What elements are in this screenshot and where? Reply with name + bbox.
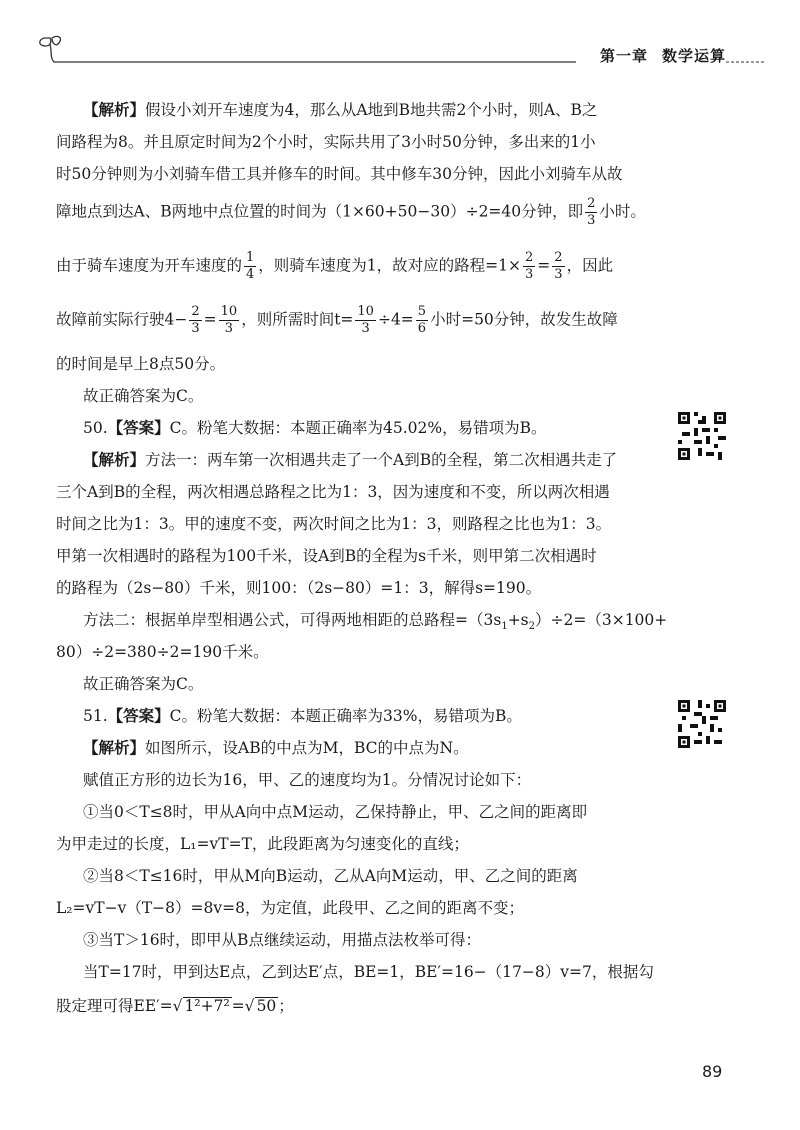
answer-tag: 【答案】 [107, 707, 170, 725]
text-span: 方法一：两车第一次相遇共走了一个A到B的全程，第二次相遇共走了 [145, 451, 618, 469]
text-span: 如图所示，设AB的中点为M，BC的中点为N。 [145, 739, 469, 757]
page-number: 89 [702, 1062, 723, 1081]
text-line [56, 386, 203, 406]
numerator: 5 [417, 304, 427, 319]
text-span: 赋值正方形的边长为16，甲、乙的速度均为1。分情况讨论如下： [83, 771, 532, 789]
analysis-tag: 【解析】 [83, 451, 146, 469]
section-label: 数学运算 [661, 47, 726, 65]
page-header [36, 32, 766, 72]
denominator: 3 [554, 267, 563, 282]
qr-code-icon[interactable] [678, 700, 726, 748]
qr-code-icon[interactable] [678, 412, 726, 460]
text-line [56, 164, 622, 184]
sqrt-radicand: 50 [256, 997, 277, 1015]
text-span: 假设小刘开车速度为4，那么从A地到B地共需2个小时，则A、B之 [145, 101, 598, 119]
text-span: = [203, 310, 217, 329]
text-line [56, 610, 667, 637]
text-span: ； [278, 997, 294, 1015]
question-51-answer [56, 706, 522, 726]
answer-line: 故正确答案为C。 [83, 675, 204, 693]
text-span: ，则所需时间t= [241, 310, 354, 329]
text-line [56, 100, 597, 120]
answer-line: 故正确答案为C。 [83, 387, 204, 405]
text-line [56, 738, 469, 758]
numerator: 2 [587, 196, 596, 211]
text-span: 当T=17时，甲到达E点，乙到达E′点，BE=1，BE′=16−（17−8）v=7，根据勾 [83, 963, 654, 981]
text-line [56, 304, 618, 337]
denominator: 3 [587, 213, 596, 228]
fraction [189, 304, 201, 337]
chapter-title [594, 45, 726, 66]
text-line [56, 962, 654, 982]
text-span: 80）÷2=380÷2=190千米。 [56, 643, 269, 661]
text-span: ③当T＞16时，即甲从B点继续运动，用描点法枚举可得： [83, 931, 481, 949]
denominator: 3 [224, 321, 234, 336]
denominator: 6 [417, 321, 427, 336]
text-span: L₂=vT−v（T−8）=8v=8，为定值，此段甲、乙之间的距离不变； [56, 899, 524, 917]
text-line [56, 866, 578, 886]
numerator: 1 [246, 250, 255, 265]
text-span: 为甲走过的长度，L₁=vT=T，此段距离为匀速变化的直线； [56, 835, 469, 853]
numerator: 2 [554, 250, 563, 265]
text-line [56, 674, 203, 694]
fraction [552, 250, 564, 283]
text-span: 由于骑车速度为开车速度的 [56, 256, 243, 275]
denominator: 4 [246, 267, 255, 282]
denominator: 3 [361, 321, 370, 336]
fraction [355, 304, 376, 337]
text-line [56, 930, 481, 950]
denominator: 3 [525, 267, 534, 282]
text-span: 股定理可得EE′= [56, 997, 173, 1015]
text-span: 时间之比为1：3。甲的速度不变，两次时间之比为1：3，则路程之比也为1：3。 [56, 515, 612, 533]
text-line [56, 642, 269, 662]
text-span: 间路程为8。并且原定时间为2个小时，实际共用了3小时50分钟，多出来的1小 [56, 133, 596, 151]
text-span: = [537, 256, 551, 275]
text-line [56, 482, 610, 502]
answer-tag: 【答案】 [107, 419, 170, 437]
text-span: ，则骑车速度为1，故对应的路程=1× [258, 256, 521, 275]
fraction [219, 304, 240, 337]
text-line [56, 834, 469, 854]
text-span: 障地点到达A、B两地中点位置的时间为（1×60+50−30）÷2=40分钟，即 [56, 202, 584, 221]
analysis-tag: 【解析】 [83, 101, 146, 119]
text-line [56, 250, 613, 283]
text-span: +s [507, 611, 529, 629]
text-line [56, 354, 225, 374]
text-span: ）÷2=（3×100+ [535, 611, 668, 629]
text-line [56, 546, 597, 566]
subscript: 2 [528, 621, 536, 633]
analysis-tag: 【解析】 [83, 739, 146, 757]
fraction [244, 250, 256, 283]
text-span: ，因此 [566, 256, 614, 275]
fraction [416, 304, 428, 337]
text-line [56, 196, 646, 229]
numerator: 10 [357, 304, 374, 319]
question-number: 50. [83, 419, 108, 437]
text-line [56, 132, 596, 152]
question-50-answer [56, 418, 547, 438]
text-span: ②当8＜T≤16时，甲从M向B运动，乙从A向M运动，甲、乙之间的距离 [83, 867, 578, 885]
text-span: 甲第一次相遇时的路程为100千米，设A到B的全程为s千米，则甲第二次相遇时 [56, 547, 597, 565]
fraction [585, 196, 597, 229]
denominator: 3 [191, 321, 200, 336]
text-span: ÷4= [377, 310, 414, 329]
numerator: 10 [220, 304, 238, 319]
question-number: 51. [83, 707, 108, 725]
chapter-label: 第一章 [599, 47, 648, 65]
text-span: 时50分钟则为小刘骑车借工具并修车的时间。其中修车30分钟，因此小刘骑车从故 [56, 165, 623, 183]
text-line: 股定理可得EE′=√ 1²+7² =√ 50 ； [56, 997, 294, 1015]
text-line [56, 450, 617, 470]
text-span: 故障前实际行驶4− [56, 310, 188, 329]
text-span: 的路程为（2s−80）千米，则100：（2s−80）=1：3，解得s=190。 [56, 579, 542, 597]
text-span: 小时=50分钟，故发生故障 [430, 310, 618, 329]
text-span: ①当0＜T≤8时，甲从A向中点M运动，乙保持静止，甲、乙之间的距离即 [83, 803, 588, 821]
text-span: 的时间是早上8点50分。 [56, 355, 226, 373]
text-span: 方法二：根据单岸型相遇公式，可得两地相距的总路程=（3s [83, 611, 502, 629]
subscript: 1 [501, 621, 508, 633]
text-line [56, 578, 541, 598]
fraction [523, 250, 535, 283]
text-span: C。粉笔大数据：本题正确率为45.02%，易错项为B。 [169, 419, 547, 437]
text-span: 小时。 [599, 202, 646, 221]
numerator: 2 [525, 250, 534, 265]
numerator: 2 [191, 304, 200, 319]
text-line [56, 898, 524, 918]
text-line [56, 514, 611, 534]
text-span: C。粉笔大数据：本题正确率为33%，易错项为B。 [169, 707, 522, 725]
text-line [56, 802, 587, 822]
sqrt-radicand: 1²+7² [184, 997, 230, 1015]
text-span: = [231, 997, 245, 1015]
text-span: 三个A到B的全程，两次相遇总路程之比为1：3，因为速度和不变，所以两次相遇 [56, 483, 610, 501]
text-line [56, 770, 531, 790]
